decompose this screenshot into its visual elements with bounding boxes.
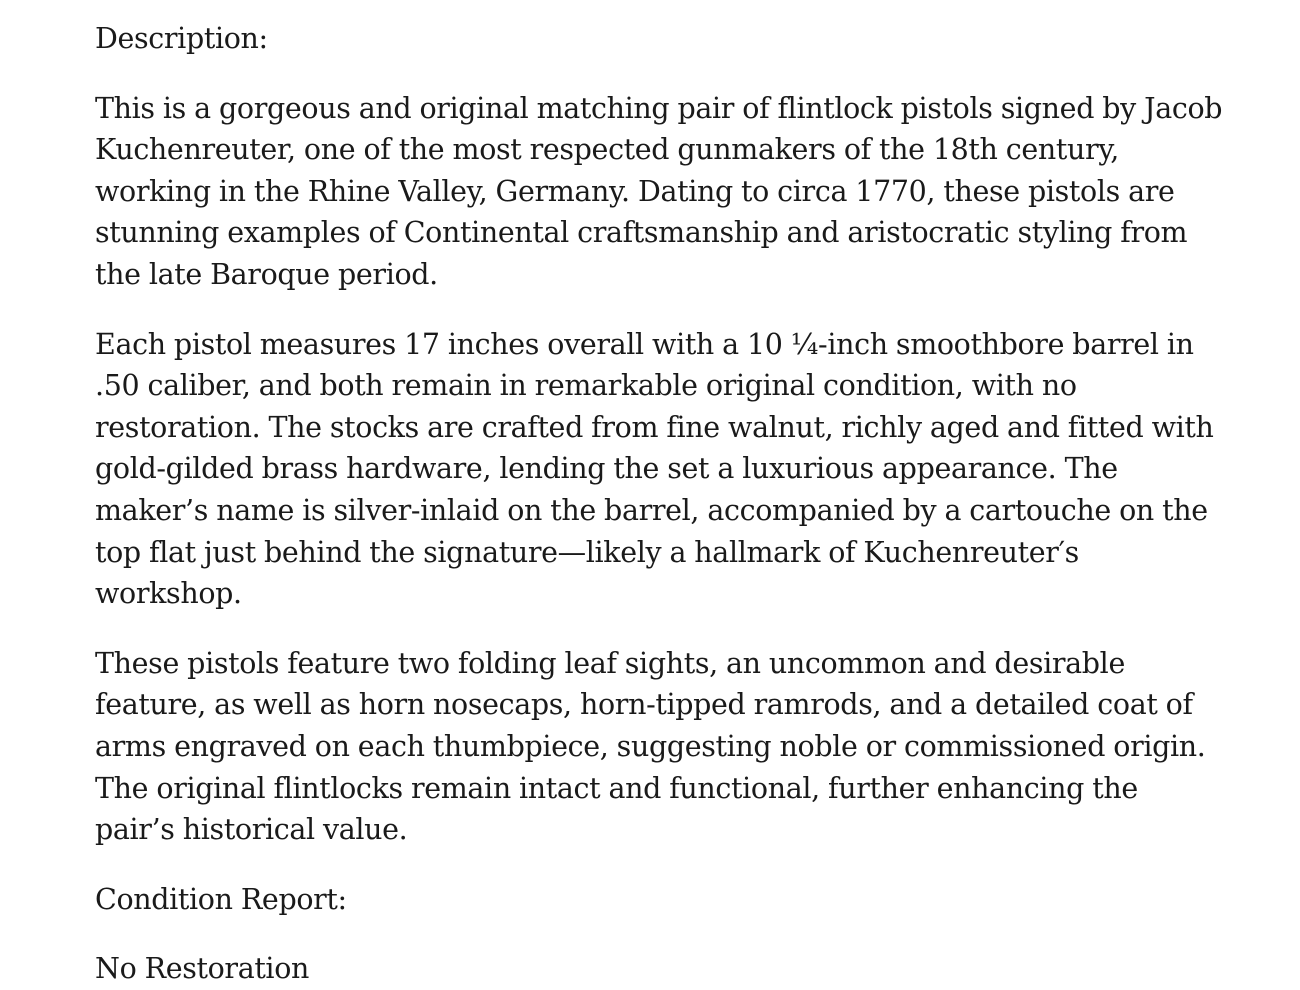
description-paragraph-features: These pistols feature two folding leaf sights, an uncommon and desirable feature, as well as horn nosecaps, horn-tipped ramrods, and a detailed coat of arms engraved on each thumbpiece, suggesting noble or commissioned origin. The original flintlocks remain intact and functional, further enhancing the pair’s historical value. <box>95 646 1206 847</box>
description-paragraph-intro: This is a gorgeous and original matching pair of flintlock pistols signed by Jacob Kuchenreuter, one of the most respected gunmakers of the 18th century, working in the Rhine Valley, Germany. Dating to circa 1770, these pistols are stunning examples of Continental craftsmanship and aristocratic styling from the late Baroque period. <box>95 91 1223 291</box>
description-paragraph-specs: Each pistol measures 17 inches overall with a 10 ¼-inch smoothbore barrel in .50 caliber, and both remain in remarkable original condition, with no restoration. The stocks are crafted from fine walnut, richly aged and fitted with gold-gilded brass hardware, lending the set a luxurious appearance. The maker’s name is silver-inlaid on the barrel, accompanied by a cartouche on the top flat just behind the signature—likely a hallmark of Kuchenreuter′s workshop. <box>95 327 1214 611</box>
product-description <box>95 18 1225 990</box>
condition-heading: Condition Report: <box>95 882 347 916</box>
condition-value: No Restoration <box>95 952 310 986</box>
description-heading: Description: <box>95 22 268 55</box>
